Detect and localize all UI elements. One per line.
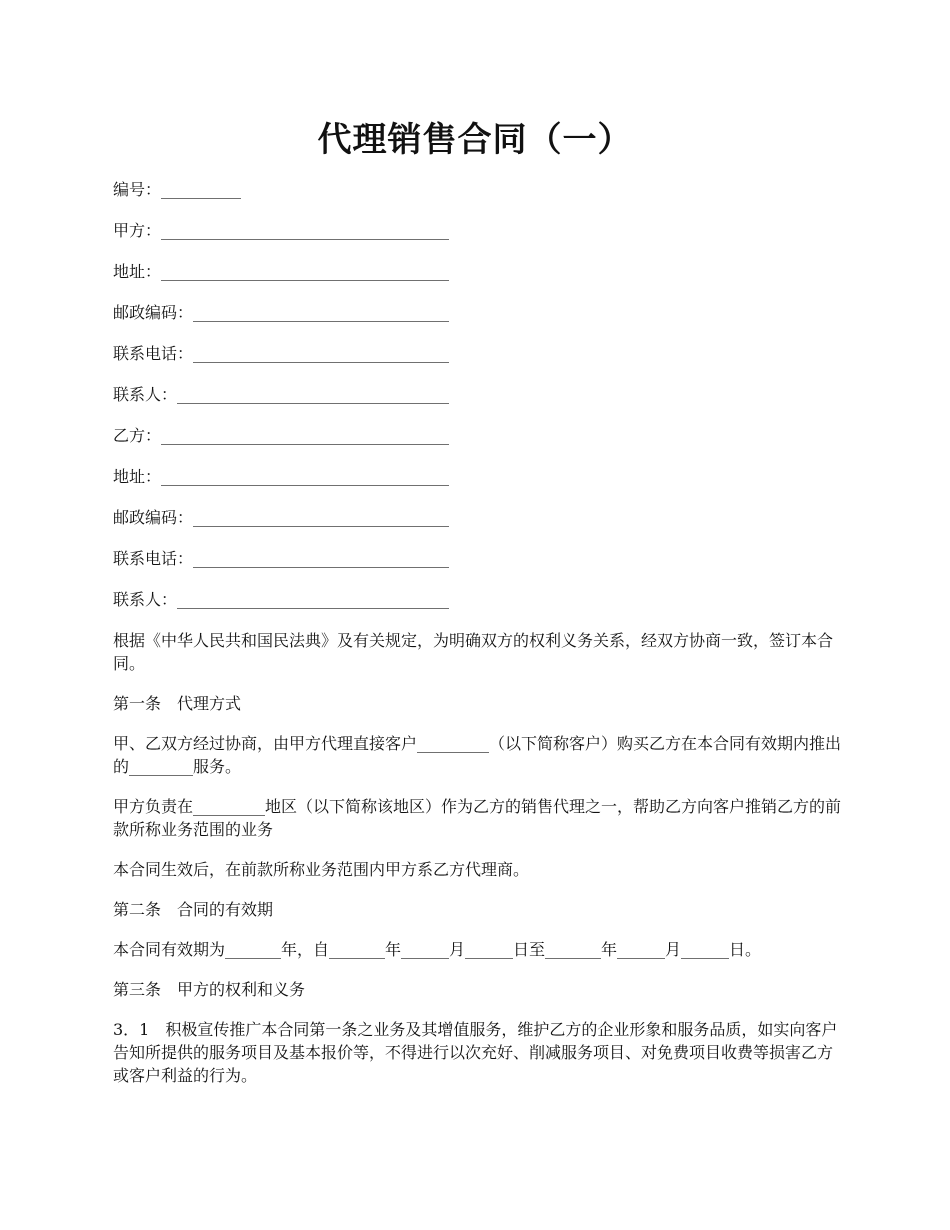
field-party-b: 乙方：____________________________________ — [113, 426, 450, 445]
article-1-paragraph-2: 甲方负责在_________地区（以下简称该地区）作为乙方的销售代理之一，帮助乙方向客户推销乙方的前款所称业务范围的业务 — [113, 797, 842, 839]
field-party-a-postcode: 邮政编码：________________________________ — [113, 303, 450, 322]
field-party-b-postcode: 邮政编码：________________________________ — [113, 508, 450, 527]
field-party-a-contact: 联系人：__________________________________ — [113, 385, 450, 404]
field-contract-number: 编号：__________ — [113, 180, 242, 199]
article-2-heading: 第二条 合同的有效期 — [113, 900, 274, 919]
preamble-paragraph: 根据《中华人民共和国民法典》及有关规定，为明确双方的权利义务关系，经双方协商一致，签订本合同。 — [113, 631, 834, 673]
field-party-a-phone: 联系电话：________________________________ — [113, 344, 450, 363]
field-party-b-address: 地址：____________________________________ — [113, 467, 450, 486]
article-3-paragraph-1: 3．1 积极宣传推广本合同第一条之业务及其增值服务，维护乙方的企业形象和服务品质，如实向客户告知所提供的服务项目及基本报价等，不得进行以次充好、削减服务项目、对免费项目收费等损害乙方或客户利益的行为。 — [113, 1020, 838, 1085]
article-3-heading: 第三条 甲方的权利和义务 — [113, 980, 306, 999]
article-1-heading: 第一条 代理方式 — [113, 694, 242, 713]
article-1-paragraph-1: 甲、乙双方经过协商，由甲方代理直接客户_________（以下简称客户）购买乙方在本合同有效期内推出的________服务。 — [113, 734, 842, 776]
field-party-a: 甲方：____________________________________ — [113, 221, 450, 240]
field-party-b-contact: 联系人：__________________________________ — [113, 590, 450, 609]
article-2-paragraph-1: 本合同有效期为_______年，自_______年______月______日至_______年______月______日。 — [113, 940, 762, 959]
document-title: 代理销售合同（一） — [317, 120, 633, 160]
article-1-paragraph-3: 本合同生效后，在前款所称业务范围内甲方系乙方代理商。 — [113, 860, 530, 879]
document-body — [113, 178, 843, 1104]
field-party-b-phone: 联系电话：________________________________ — [113, 549, 450, 568]
field-party-a-address: 地址：____________________________________ — [113, 262, 450, 281]
